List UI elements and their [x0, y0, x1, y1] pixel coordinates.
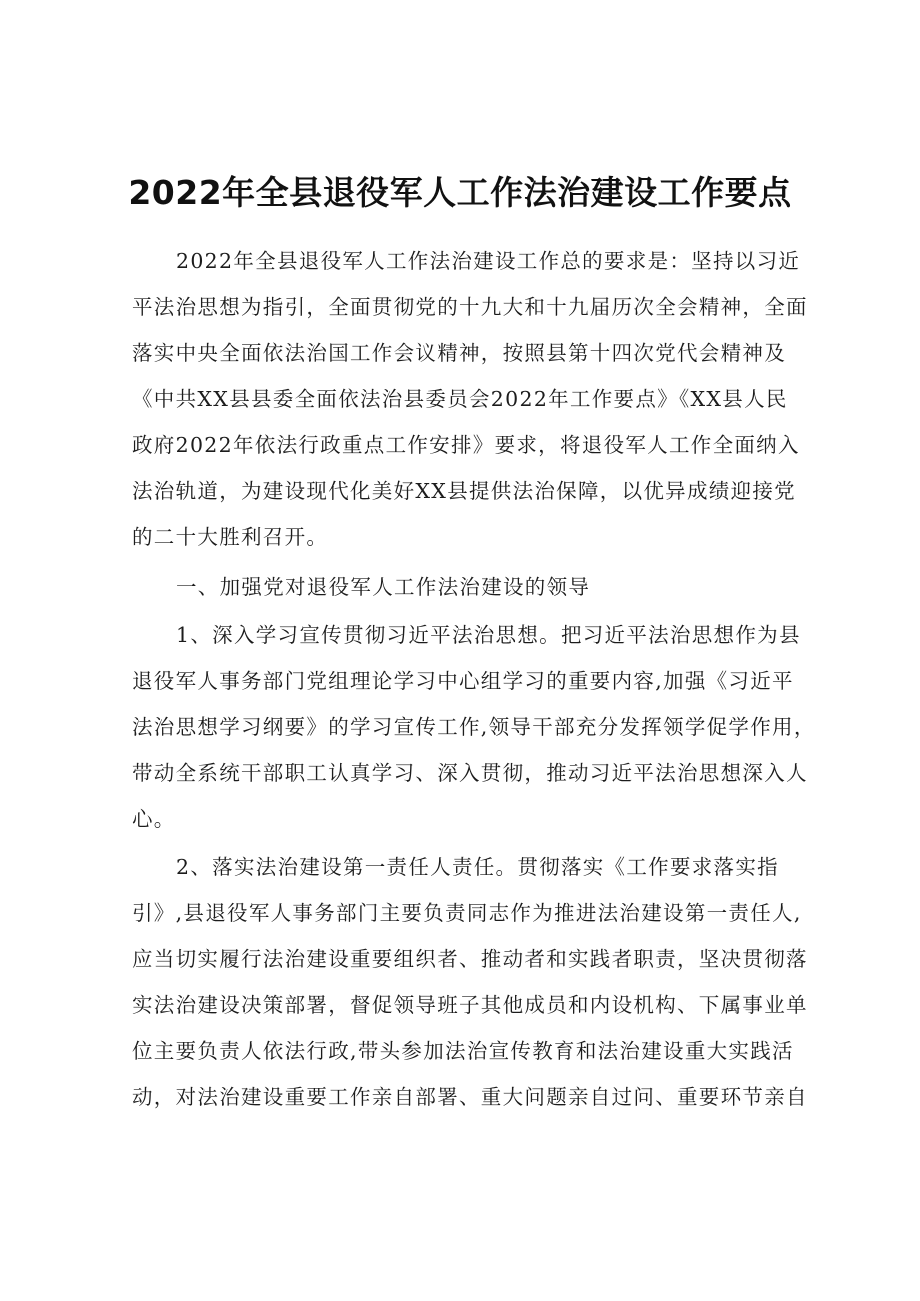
paragraph-line: 动，对法治建设重要工作亲自部署、重大问题亲自过问、重要环节亲自 [132, 1085, 808, 1109]
paragraph-line: 应当切实履行法治建设重要组织者、推动者和实践者职责，坚决贯彻落 [132, 947, 808, 971]
paragraph-line: 实法治建设决策部署，督促领导班子其他成员和内设机构、下属事业单 [132, 993, 808, 1017]
paragraph-line: 引》,县退役军人事务部门主要负责同志作为推进法治建设第一责任人, [132, 901, 802, 925]
paragraph-line: 1、深入学习宣传贯彻习近平法治思想。把习近平法治思想作为县 [176, 623, 801, 647]
paragraph-line: 位主要负责人依法行政,带头参加法治宣传教育和法治建设重大实践活 [132, 1039, 794, 1063]
document-title: 2022年全县退役军人工作法治建设工作要点 [128, 173, 792, 212]
paragraph-line: 法治思想学习纲要》的学习宣传工作,领导干部充分发挥领学促学作用， [132, 715, 816, 739]
paragraph-line: 带动全系统干部职工认真学习、深入贯彻，推动习近平法治思想深入人 [132, 761, 808, 785]
paragraph-line: 平法治思想为指引，全面贯彻党的十九大和十九届历次全会精神，全面 [132, 295, 808, 319]
paragraph-line: 政府2022年依法行政重点工作安排》要求，将退役军人工作全面纳入 [132, 433, 800, 457]
paragraph-line: 的二十大胜利召开。 [132, 525, 329, 549]
paragraph-line: 心。 [132, 807, 176, 831]
paragraph-line: 2、落实法治建设第一责任人责任。贯彻落实《工作要求落实指 [176, 855, 779, 879]
section-heading-line: 一、加强党对退役军人工作法治建设的领导 [176, 575, 591, 599]
paragraph-line: 2022年全县退役军人工作法治建设工作总的要求是：坚持以习近 [176, 249, 801, 273]
paragraph-line: 法治轨道，为建设现代化美好XX县提供法治保障，以优异成绩迎接党 [132, 479, 796, 503]
paragraph-line: 退役军人事务部门党组理论学习中心组学习的重要内容,加强《习近平 [132, 669, 794, 693]
paragraph-line: 《中共XX县县委全面依法治县委员会2022年工作要点》《XX县人民 [132, 387, 788, 411]
paragraph-line: 落实中央全面依法治国工作会议精神，按照县第十四次党代会精神及 [132, 341, 786, 365]
